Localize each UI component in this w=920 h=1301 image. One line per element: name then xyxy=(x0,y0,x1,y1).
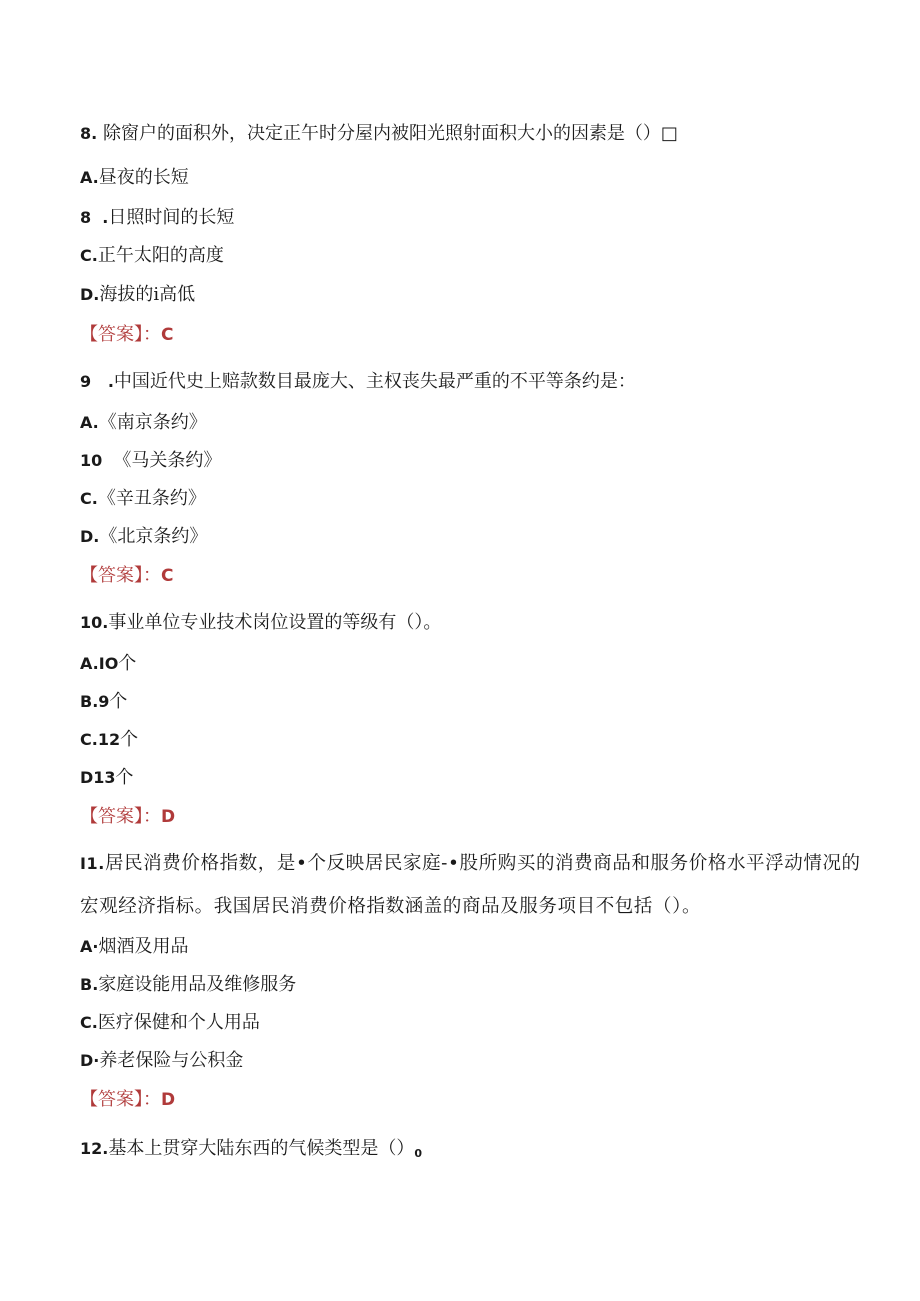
option-text: 个 xyxy=(118,653,137,674)
option-d xyxy=(80,525,207,549)
option-label: 8 . xyxy=(80,208,109,227)
question-11-stem xyxy=(80,852,861,876)
option-text: 养老保险与公积金 xyxy=(99,1050,244,1071)
option-label: D13 xyxy=(80,768,116,787)
question-8-stem xyxy=(80,122,678,146)
option-text: 正午太阳的高度 xyxy=(97,245,224,266)
option-b xyxy=(80,206,234,230)
option-a xyxy=(80,652,136,676)
question-number: I1. xyxy=(80,854,105,873)
question-number: 12. xyxy=(80,1139,109,1158)
option-text: 日照时间的长短 xyxy=(108,207,235,228)
option-label: C. xyxy=(80,489,98,508)
option-text: 个 xyxy=(115,767,134,788)
option-text: 《马关条约》 xyxy=(113,450,222,471)
option-c xyxy=(80,1011,260,1035)
question-number: 8. xyxy=(80,124,98,143)
option-label: A· xyxy=(80,937,99,956)
option-a xyxy=(80,935,188,959)
option-text: 《南京条约》 xyxy=(98,412,207,433)
question-suffix: 0 xyxy=(414,1147,422,1160)
option-label: A. xyxy=(80,168,99,187)
option-c xyxy=(80,487,206,511)
option-c xyxy=(80,728,138,752)
option-label: B.9 xyxy=(80,692,110,711)
option-text: 家庭设能用品及维修服务 xyxy=(98,974,297,995)
option-label: 10 xyxy=(80,451,114,470)
answer-value: C xyxy=(161,566,174,586)
option-text: 海拔的i高低 xyxy=(99,284,196,305)
option-label: C.12 xyxy=(80,730,121,749)
option-label: D. xyxy=(80,285,100,304)
option-text: 《北京条约》 xyxy=(99,526,208,547)
option-label: D· xyxy=(80,1051,100,1070)
answer-value: D xyxy=(161,807,176,827)
answer-prefix: 【答案】： xyxy=(80,324,161,345)
answer-value: C xyxy=(161,325,174,345)
question-10-stem xyxy=(80,611,441,635)
answer-line xyxy=(80,323,173,347)
answer-line xyxy=(80,805,175,829)
question-text: 中国近代史上赔款数目最庞大、主权丧失最严重的不平等条约是： xyxy=(113,371,636,392)
option-label: D. xyxy=(80,527,100,546)
question-9-stem xyxy=(80,370,636,394)
option-text: 医疗保健和个人用品 xyxy=(97,1012,260,1033)
option-label: B. xyxy=(80,975,99,994)
option-label: A. xyxy=(80,413,99,432)
answer-prefix: 【答案】： xyxy=(80,565,161,586)
option-a xyxy=(80,166,189,190)
answer-line xyxy=(80,1088,175,1112)
option-text: 个 xyxy=(120,729,139,750)
option-label: C. xyxy=(80,246,98,265)
question-text: 事业单位专业技术岗位设置的等级有（）。 xyxy=(108,612,442,633)
option-d xyxy=(80,1049,243,1073)
option-b xyxy=(80,690,127,714)
option-d xyxy=(80,283,195,307)
answer-prefix: 【答案】： xyxy=(80,806,161,827)
option-text: 个 xyxy=(109,691,128,712)
option-b xyxy=(80,449,221,473)
option-text: 昼夜的长短 xyxy=(98,167,189,188)
question-text: 基本上贯穿大陆东西的气候类型是（） xyxy=(108,1138,415,1159)
option-label: A.IO xyxy=(80,654,119,673)
answer-value: D xyxy=(161,1090,176,1110)
question-12-stem xyxy=(80,1137,422,1166)
option-text: 《辛丑条约》 xyxy=(97,488,206,509)
question-text: 居民消费价格指数，是•个反映居民家庭-•股所购买的消费商品和服务价格水平浮动情况的 xyxy=(104,853,861,874)
option-d xyxy=(80,766,134,790)
answer-line xyxy=(80,564,173,588)
question-number: 10. xyxy=(80,613,109,632)
option-c xyxy=(80,244,224,268)
option-text: 烟酒及用品 xyxy=(98,936,189,957)
question-text: 宏观经济指标。我国居民消费价格指数涵盖的商品及服务项目不包括（）。 xyxy=(80,896,702,917)
answer-prefix: 【答案】： xyxy=(80,1089,161,1110)
option-a xyxy=(80,411,207,435)
question-text: 除窗户的面积外，决定正午时分屋内被阳光照射面积大小的因素是（）□ xyxy=(97,123,678,144)
option-b xyxy=(80,973,296,997)
option-label: C. xyxy=(80,1013,98,1032)
question-11-stem-continued xyxy=(80,895,701,919)
question-number: 9 . xyxy=(80,372,114,391)
